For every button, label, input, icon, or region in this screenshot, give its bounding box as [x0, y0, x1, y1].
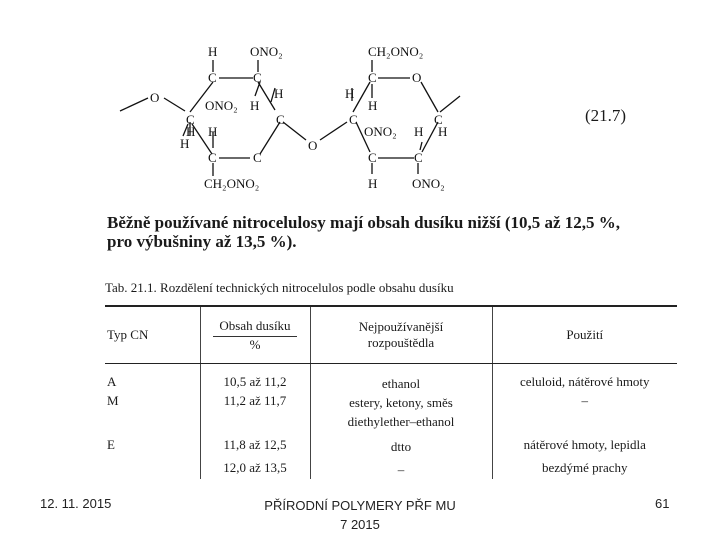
cell-typ: [105, 456, 200, 479]
cell-rozp-line: ethanol: [381, 376, 421, 391]
atom-label: C: [253, 150, 262, 165]
cell-rozp-line: diethylether–ethanol: [347, 414, 455, 429]
atom-label: ONO₂: [412, 176, 445, 191]
table-row: [105, 393, 677, 431]
paragraph-line-2: pro výbušniny až 13,5 %).: [107, 232, 297, 251]
atom-label: H: [345, 86, 355, 101]
atom-label: H: [274, 86, 284, 101]
atom-label: H: [414, 124, 424, 139]
cell-pouziti: celuloid, nátěrové hmoty: [492, 364, 677, 394]
atom-label: ONO₂: [250, 44, 283, 59]
body-paragraph: [107, 213, 647, 251]
header-rozp-line1: Nejpoužívanější: [358, 319, 444, 334]
footer-date: 12. 11. 2015: [40, 496, 112, 511]
paragraph-line-1: Běžně používané nitrocelulosy mají obsah dusíku nižší (10,5 až 12,5 %,: [107, 213, 621, 232]
atom-label: ONO₂: [364, 124, 397, 139]
table-row: [105, 364, 677, 394]
header-rozp-line2: rozpouštědla: [367, 335, 435, 350]
nitrocellulose-table: [105, 305, 677, 479]
cell-typ: E: [107, 437, 115, 452]
atom-label: C: [208, 70, 217, 85]
cell-rozpoustedla: [310, 431, 492, 456]
header-obsah-label: Obsah dusíku: [213, 318, 296, 337]
atom-label: CH₂ONO₂: [368, 44, 424, 59]
atom-label: H: [368, 98, 378, 113]
cell-obsah: 10,5 až 11,2: [200, 364, 310, 394]
header-obsah-unit: %: [249, 336, 261, 352]
cell-typ: A: [107, 374, 117, 389]
header-obsah-dusiku: [200, 306, 310, 364]
atom-label: C: [368, 150, 377, 165]
atom-label: O: [412, 70, 422, 85]
page-number: 61: [655, 496, 670, 511]
formula-bonds: [120, 60, 460, 176]
header-typ-cn: Typ CN: [105, 306, 200, 364]
atom-label: C: [253, 70, 262, 85]
cell-rozp-line: dtto: [390, 439, 412, 454]
table-header-row: [105, 306, 677, 364]
atom-label: C: [434, 112, 443, 127]
cell-obsah: 12,0 až 13,5: [200, 456, 310, 479]
atom-label: H: [208, 124, 218, 139]
header-rozpoustedla: [310, 306, 492, 364]
cell-obsah: 11,8 až 12,5: [200, 431, 310, 456]
footer-title-line2: 7 2015: [340, 517, 380, 532]
table-caption: Tab. 21.1. Rozdělení technických nitrocelulos podle obsahu dusíku: [105, 280, 454, 295]
atom-label: C: [186, 112, 195, 127]
header-pouziti: Použití: [492, 306, 677, 364]
footer-title: [230, 496, 490, 534]
footer-title-line1: PŘÍRODNÍ POLYMERY PŘF MU: [264, 498, 456, 513]
atom-label: O: [150, 90, 160, 105]
atom-label: C: [276, 112, 285, 127]
atom-label: C: [368, 70, 377, 85]
cell-rozpoustedla: [310, 456, 492, 479]
equation-number: (21.7): [585, 106, 627, 125]
cell-rozpoustedla: [310, 364, 492, 394]
formula-atom-labels: [100, 36, 447, 191]
cell-pouziti: bezdýmé prachy: [492, 456, 677, 479]
cell-pouziti: –: [492, 393, 677, 431]
atom-label: H: [250, 98, 260, 113]
cell-obsah: 11,2 až 11,7: [200, 393, 310, 431]
atom-label: C: [208, 150, 217, 165]
atom-label: H: [368, 176, 378, 191]
table-row: [105, 456, 677, 479]
atom-label: H: [438, 124, 448, 139]
table-row: [105, 431, 677, 456]
atom-label: C: [414, 150, 423, 165]
atom-label: O: [308, 138, 318, 153]
cell-rozp-line: –: [397, 462, 405, 477]
cell-rozpoustedla: [310, 393, 492, 431]
cell-typ: M: [107, 393, 119, 408]
atom-label: H: [180, 136, 190, 151]
cell-rozp-line: estery, ketony, směs: [349, 395, 453, 410]
atom-label: H: [186, 124, 196, 139]
atom-label: H: [208, 44, 218, 59]
atom-label: ONO₂: [205, 98, 238, 113]
atom-label: CH₂ONO₂: [204, 176, 260, 191]
structural-formula: [100, 36, 660, 196]
cell-pouziti: nátěrové hmoty, lepidla: [492, 431, 677, 456]
atom-label: C: [349, 112, 358, 127]
